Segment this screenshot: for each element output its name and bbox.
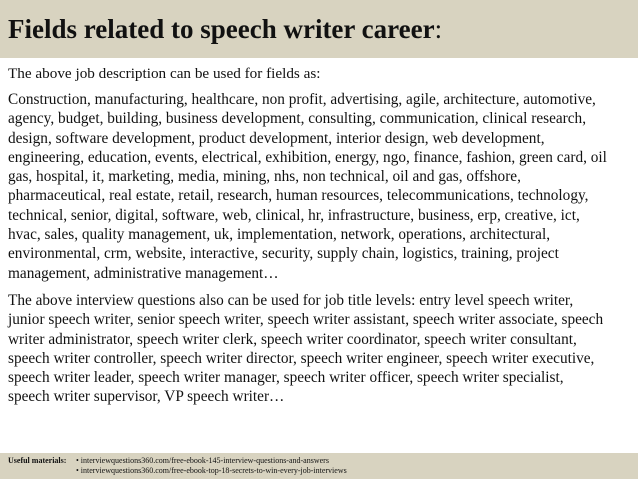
levels-line: writer administrator, speech writer clerk, speech writer coordinator, speech writer consultant, <box>8 330 577 348</box>
fields-line: agency, budget, building, business development, consulting, communication, clinical research, <box>8 110 587 128</box>
footer-link[interactable]: • interviewquestions360.com/free-ebook-top-18-secrets-to-win-every-job-interviews <box>76 466 347 475</box>
footer-row <box>8 456 638 466</box>
levels-line: speech writer leader, speech writer manager, speech writer officer, speech writer specialist, <box>8 369 564 387</box>
fields-line: technical, senior, digital, software, web, clinical, hr, infrastructure, business, erp, creative, ict, <box>8 206 580 224</box>
footer-row <box>8 466 638 476</box>
intro-text: The above job description can be used for fields as: <box>8 65 321 82</box>
page-title-text: Fields related to speech writer career <box>8 13 435 44</box>
levels-line: speech writer supervisor, VP speech writer… <box>8 388 285 406</box>
footer-link[interactable]: • interviewquestions360.com/free-ebook-145-interview-questions-and-answers <box>76 456 329 465</box>
levels-line: junior speech writer, senior speech writer, speech writer assistant, speech writer associate, speech <box>8 311 604 329</box>
slide-content <box>8 64 634 407</box>
fields-line: management, administrative management… <box>8 264 279 282</box>
fields-line: design, software development, product development, interior design, web development, <box>8 129 545 147</box>
footer-label-spacer <box>8 466 76 476</box>
footer-bar <box>0 453 638 479</box>
page-title-colon: : <box>434 13 443 44</box>
fields-line: hvac, sales, quality management, uk, implementation, network, operations, architectural, <box>8 226 551 244</box>
useful-materials-label: Useful materials: <box>8 456 67 465</box>
levels-line: The above interview questions also can be used for job title levels: entry level speech writer, <box>8 291 574 309</box>
title-bar <box>0 0 638 58</box>
fields-line: gas, hospital, it, marketing, media, mining, nhs, non technical, oil and gas, offshore, <box>8 168 521 186</box>
fields-line: Construction, manufacturing, healthcare, non profit, advertising, agile, architecture, automotive, <box>8 91 596 108</box>
fields-line: environmental, crm, website, interactive, security, supply chain, logistics, training, project <box>8 245 559 263</box>
page-title <box>8 14 442 45</box>
fields-line: pharmaceutical, real estate, retail, research, human resources, telecommunications, technology, <box>8 187 589 205</box>
levels-paragraph <box>8 291 634 407</box>
fields-line: engineering, education, events, electrical, exhibition, energy, ngo, finance, fashion, green card, oil <box>8 148 607 166</box>
levels-line: speech writer controller, speech writer director, speech writer engineer, speech writer executive, <box>8 349 595 367</box>
fields-paragraph <box>8 90 634 283</box>
